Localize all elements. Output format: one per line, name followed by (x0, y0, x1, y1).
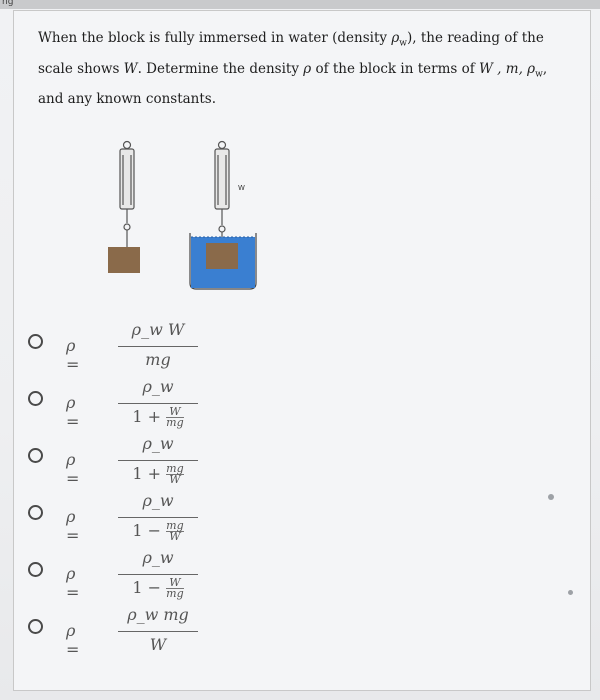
w-symbol: W (123, 60, 138, 77)
rho-subscript: w (399, 38, 407, 49)
option-1[interactable] (28, 318, 208, 374)
question-part: . Determine the density (137, 60, 304, 77)
numerator: ρ_w W (131, 320, 185, 339)
question-part: ), the reading of the scale shows (38, 30, 544, 77)
fraction-bar (118, 517, 198, 518)
inner-denominator: W (169, 530, 181, 543)
denominator-prefix: 1 − (132, 578, 162, 597)
radio-button[interactable] (28, 448, 43, 463)
numerator: ρ_w (142, 491, 174, 510)
option-3[interactable] (28, 432, 208, 488)
denominator-prefix: 1 + (132, 407, 162, 426)
denominator (118, 521, 198, 542)
denominator (118, 578, 198, 599)
option-6[interactable] (28, 603, 208, 659)
denominator-prefix: 1 − (132, 521, 162, 540)
inner-numerator: W (166, 578, 183, 589)
inner-denominator: mg (166, 416, 184, 429)
screen-speck (548, 494, 554, 500)
inner-numerator: mg (166, 519, 184, 532)
inner-numerator: mg (166, 462, 184, 475)
option-4[interactable] (28, 489, 208, 545)
radio-button[interactable] (28, 505, 43, 520)
denominator-text: W (149, 635, 167, 654)
fraction-bar (118, 631, 198, 632)
denominator (118, 635, 198, 654)
inner-numerator: W (166, 407, 183, 418)
question-part: of the block in terms of (311, 60, 480, 77)
denominator (118, 407, 198, 428)
inner-denominator: mg (166, 587, 184, 600)
screen-speck (568, 590, 573, 595)
fraction-bar (118, 574, 198, 575)
scale-w-label: W (238, 184, 245, 192)
question-part: When the block is fully immersed in water (density (38, 30, 392, 46)
radio-button[interactable] (28, 562, 43, 577)
denominator-text: mg (145, 350, 171, 369)
denominator-prefix: 1 + (132, 464, 162, 483)
formula-lhs: ρ = (66, 507, 80, 545)
top-strip-label: ng (2, 0, 14, 7)
radio-button[interactable] (28, 391, 43, 406)
fraction-bar (118, 403, 198, 404)
variables-subscript: w (535, 69, 543, 80)
numerator: ρ_w (142, 377, 174, 396)
fraction-bar (118, 346, 198, 347)
radio-button[interactable] (28, 334, 43, 349)
numerator: ρ_w mg (127, 605, 189, 624)
rho-symbol: ρ (303, 60, 312, 77)
option-2[interactable] (28, 375, 208, 431)
formula-lhs: ρ = (66, 621, 80, 659)
option-5[interactable] (28, 546, 208, 602)
question-part: , and any known constants. (38, 60, 548, 108)
rho-symbol: ρ (391, 30, 400, 46)
numerator: ρ_w (142, 434, 174, 453)
variables: W , m, ρ (479, 60, 536, 77)
formula-lhs: ρ = (66, 393, 80, 431)
formula-lhs: ρ = (66, 450, 80, 488)
denominator (118, 464, 198, 485)
fraction-bar (118, 460, 198, 461)
formula-lhs: ρ = (66, 564, 80, 602)
denominator (118, 350, 198, 369)
radio-button[interactable] (28, 619, 43, 634)
inner-denominator: W (169, 473, 181, 486)
numerator: ρ_w (142, 548, 174, 567)
formula-lhs: ρ = (66, 336, 80, 374)
